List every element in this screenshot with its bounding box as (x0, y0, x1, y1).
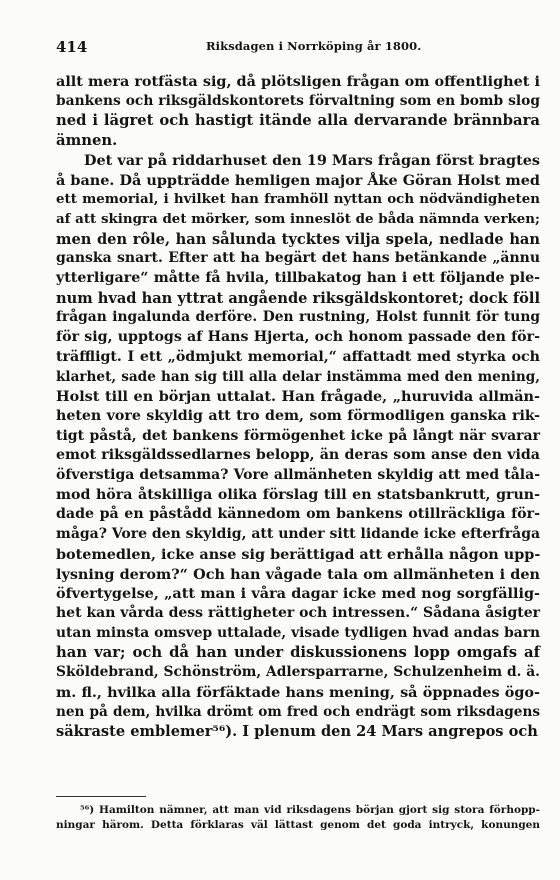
text-line: ganska snart. Efter att ha begärt det hans betänkande „ännu (56, 250, 540, 267)
text-line: utan minsta omsvep uttalade, visade tydligen hvad andas barn (56, 624, 540, 641)
text-line: Holst till en början uttalat. Han frågade, „huruvida allmän- (56, 388, 540, 406)
footnote (56, 803, 540, 833)
text-line: klarhet, sade han sig till alla delar instämma med den mening, (56, 368, 540, 385)
text-line: ned i lägret och hastigt itände alla dervarande brännbara (56, 112, 540, 130)
text-line: ytterligare“ måtte få hvila, tillbakatog han i ett följande ple- (56, 270, 540, 287)
text-line: han var; och då han under diskussionens lopp omgafs af (56, 644, 540, 662)
text-line: frågan ingalunda derföre. Den rustning, Holst funnit för tung (56, 309, 540, 326)
text-line: träffligt. I ett „ödmjukt memorial,“ affattadt med styrka och (56, 348, 540, 365)
text-line: tigt påstå, det bankens förmögenhet icke på långt när svarar (56, 427, 540, 444)
text-line: måga? Vore den skyldig, att under sitt lidande icke efterfråga (56, 526, 541, 543)
text-line: het kan vårda dess rättigheter och intressen.“ Sådana åsigter (56, 604, 540, 621)
footnote-rule (56, 796, 146, 797)
text-line: allt mera rotfästa sig, då plötsligen frågan om offentlighet i (56, 73, 540, 90)
text-line: mod höra åtskilliga olika förslag till en statsbankrutt, grun- (56, 486, 540, 503)
text-line: lysning derom?“ Och han vågade tala om allmänheten i den (56, 565, 540, 583)
text-line: af att skingra det mörker, som inneslöt de båda nämnda verken; (56, 210, 540, 227)
text-line: Sköldebrand, Schönström, Adlersparrarne, Schulzenheim d. ä. (56, 664, 540, 681)
text-line: num hvad han yttrat angående riksgäldskontoret; dock föll (56, 289, 540, 307)
text-line: å bane. Då uppträdde hemligen major Åke Göran Holst med (56, 171, 540, 189)
text-line: nen på dem, hvilka drömt om fred och endrägt som riksdagens (56, 703, 540, 720)
text-line: dade på en påstådd kännedom om bankens otillräckliga för- (56, 506, 540, 523)
text-line: emot riksgäldssedlarnes belopp, än deras som anse den vida (56, 447, 540, 464)
page-header (56, 38, 532, 60)
text-line: ämnen. (56, 132, 118, 150)
text-line: öfverstiga detsamma? Vore allmänheten skyldig att med tåla- (56, 467, 540, 484)
footnote-line: ningar härom. Detta förklaras väl lättast genom det goda intryck, konungen (56, 819, 540, 831)
text-line: botemedlen, icke anse sig berättigad att erhålla någon upp- (56, 545, 541, 563)
text-line: heten vore skyldig att tro dem, som förmodligen ganska rik- (56, 407, 540, 424)
text-line: för sig, upptogs af Hans Hjerta, och honom passade den för- (56, 329, 540, 346)
body-text (56, 72, 540, 742)
footnote-line: ⁵⁶) Hamilton nämner, att man vid riksdagens början gjort sig stora förhopp- (80, 804, 540, 816)
text-line: bankens och riksgäldskontorets förvaltning som en bomb slog (56, 92, 540, 109)
text-line: Det var på riddarhuset den 19 Mars frågan först bragtes (84, 151, 540, 169)
text-line: säkraste emblemer⁵⁶). I plenum den 24 Mars angrepos och (56, 723, 538, 741)
page-number: 414 (56, 38, 88, 56)
text-line: öfvertygelse, „att man i våra dagar icke med nog sorgfällig- (56, 585, 540, 603)
text-line: m. fl., hvilka alla förfäktade hans mening, så öppnades ögo- (56, 683, 540, 701)
text-line: men den rôle, han sålunda tycktes vilja spela, nedlade han (56, 230, 540, 248)
running-head: Riksdagen i Norrköping år 1800. (206, 39, 422, 53)
text-line: ett memorial, i hvilket han framhöll nyttan och nödvändigheten (56, 191, 540, 208)
